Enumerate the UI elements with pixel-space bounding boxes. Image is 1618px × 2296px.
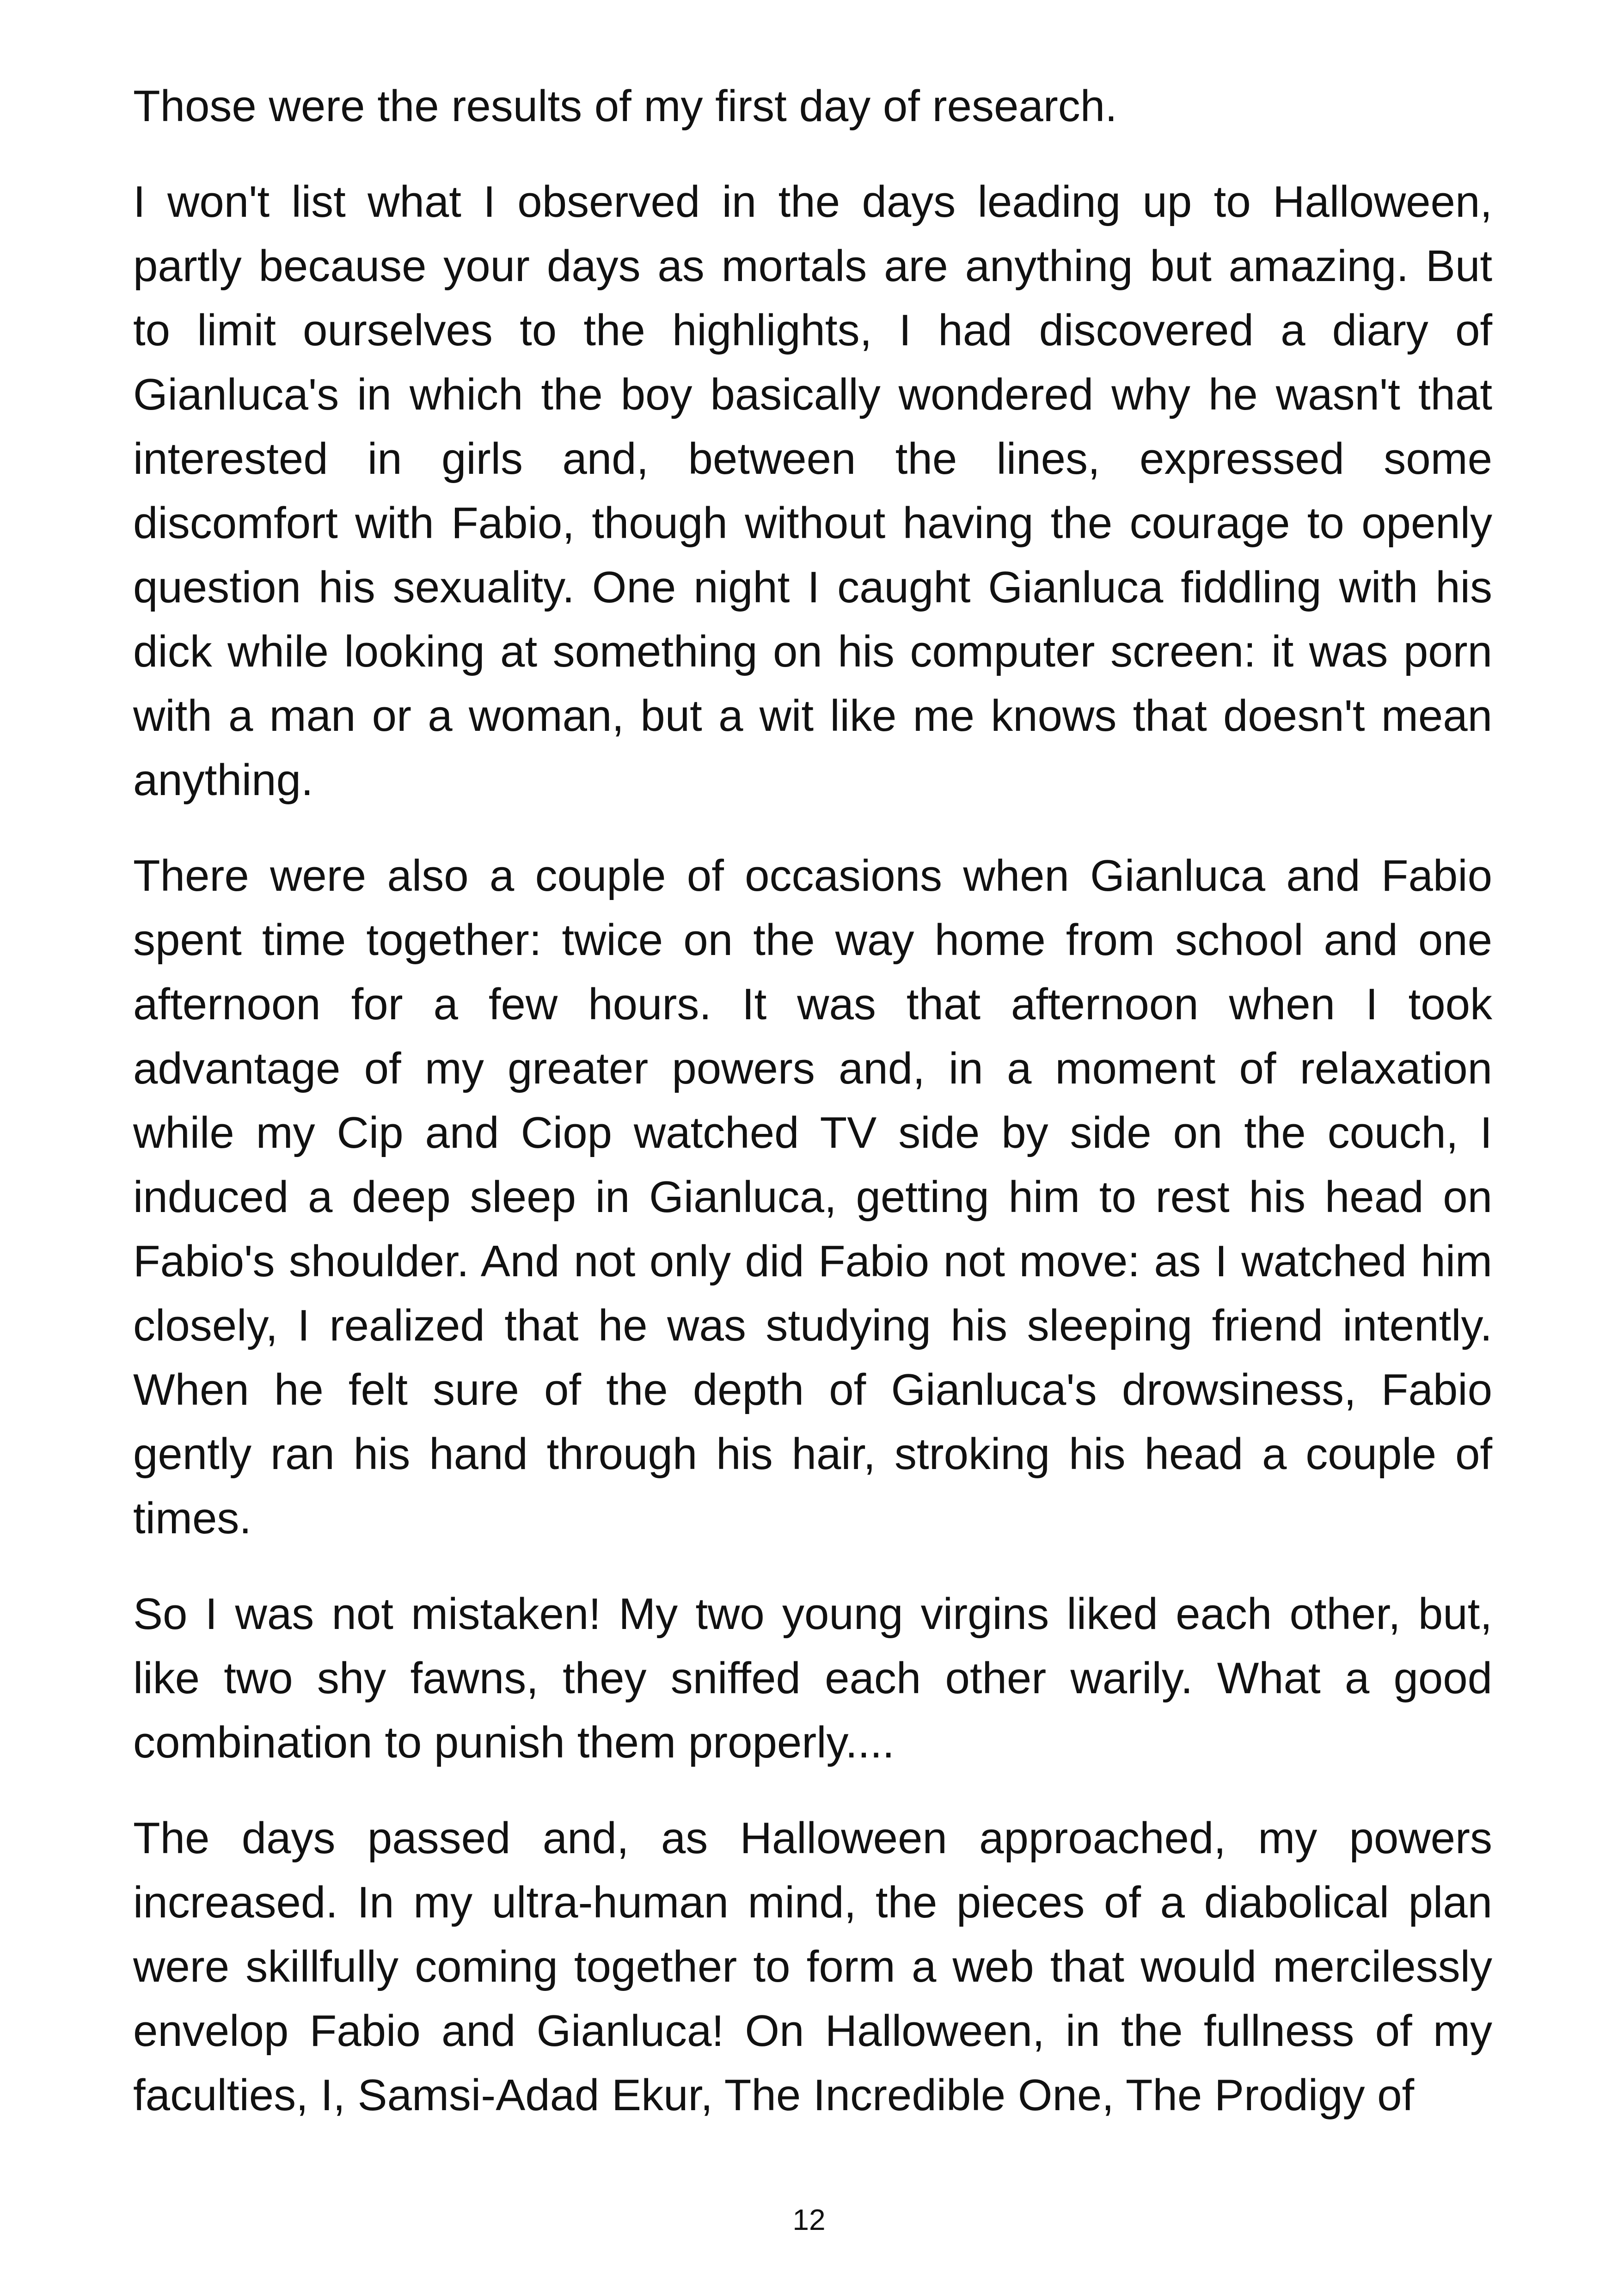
paragraph-5: The days passed and, as Halloween approached, my powers increased. In my ultra-human mind, the pieces of a diabolical plan were skillfully coming together to form a web that would mercilessly envelop Fabio and Gianluca! On Halloween, in the fullness of my faculties, I, Samsi-Adad Ekur, The Incredible One, The Prodigy of <box>133 1813 1492 2120</box>
body-text <box>133 74 1492 2127</box>
paragraph-1: Those were the results of my first day of research. <box>133 81 1117 131</box>
page-number: 12 <box>792 2203 826 2236</box>
paragraph-3: There were also a couple of occasions when Gianluca and Fabio spent time together: twice on the way home from school and one afternoon for a few hours. It was that afternoon when I took advantage of my greater powers and, in a moment of relaxation while my Cip and Ciop watched TV side by side on the couch, I induced a deep sleep in Gianluca, getting him to rest his head on Fabio's shoulder. And not only did Fabio not move: as I watched him closely, I realized that he was studying his sleeping friend intently. When he felt sure of the depth of Gianluca's drowsiness, Fabio gently ran his hand through his hair, stroking his head a couple of times. <box>133 851 1492 1543</box>
paragraph-2: I won't list what I observed in the days leading up to Halloween, partly because your days as mortals are anything but amazing. But to limit ourselves to the highlights, I had discovered a diary of Gianluca's in which the boy basically wondered why he wasn't that interested in girls and, between the lines, expressed some discomfort with Fabio, though without having the courage to openly question his sexuality. One night I caught Gianluca fiddling with his dick while looking at something on his computer screen: it was porn with a man or a woman, but a wit like me knows that doesn't mean anything. <box>133 177 1492 805</box>
paragraph-4: So I was not mistaken! My two young virgins liked each other, but, like two shy fawns, they sniffed each other warily. What a good combination to punish them properly.... <box>133 1589 1492 1767</box>
